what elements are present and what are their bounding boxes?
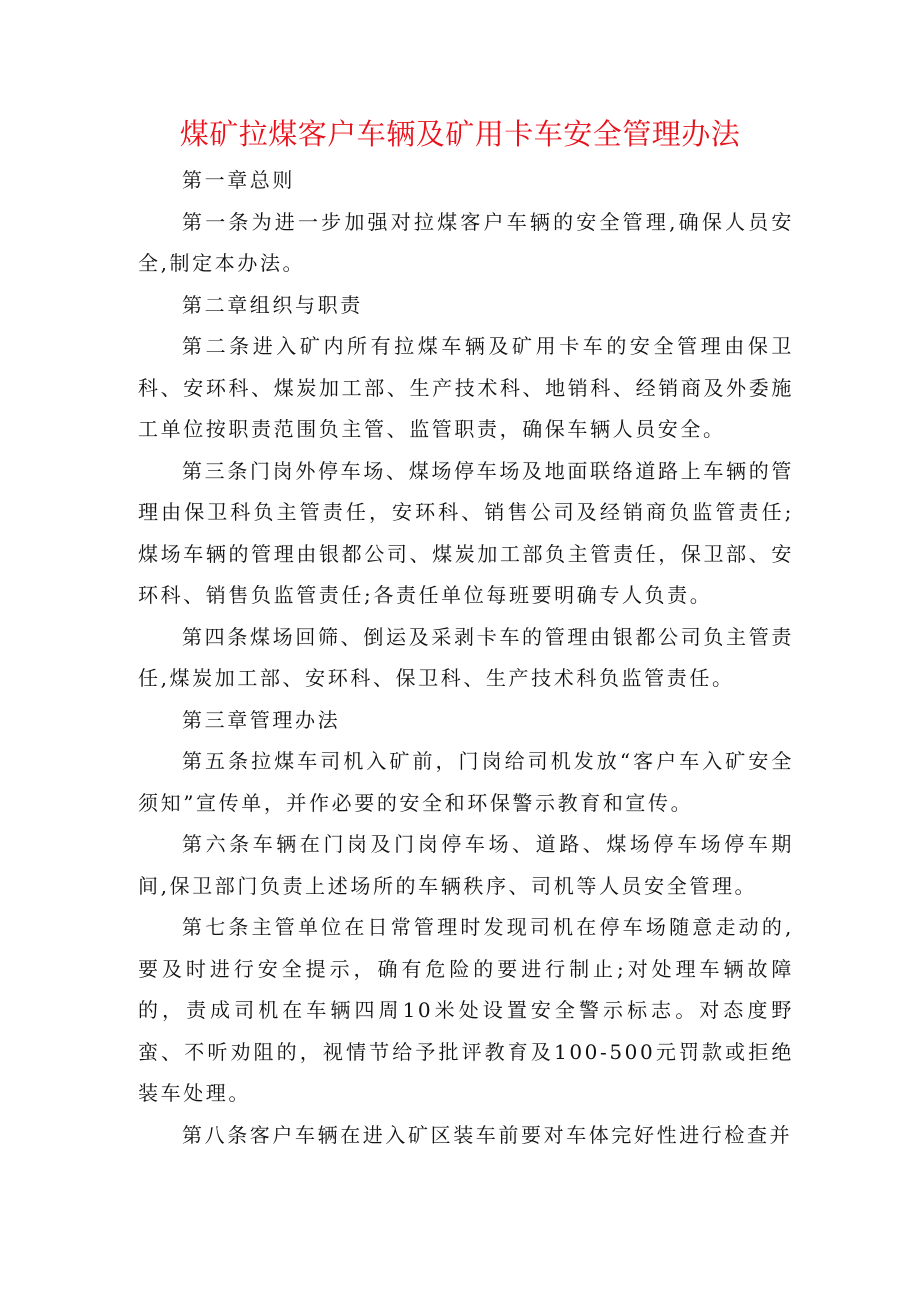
chapter-heading: 第三章管理办法 (182, 707, 341, 732)
document-title: 煤矿拉煤客户车辆及矿用卡车安全管理办法 (179, 117, 741, 151)
article-paragraph: 第一条为进一步加强对拉煤客户车辆的安全管理,确保人员安全,制定本办法。 (138, 209, 794, 275)
article-paragraph: 第八条客户车辆在进入矿区装车前要对车体完好性进行检查并 (182, 1122, 793, 1147)
document-body (138, 160, 794, 1156)
article-paragraph: 第六条车辆在门岗及门岗停车场、道路、煤场停车场停车期间,保卫部门负责上述场所的车辆秩序、司机等人员安全管理。 (138, 832, 794, 898)
chapter-heading: 第一章总则 (182, 168, 295, 192)
article-paragraph: 第七条主管单位在日常管理时发现司机在停车场随意走动的,要及时进行安全提示，确有危险的要进行制止;对处理车辆故障的，责成司机在车辆四周10米处设置安全警示标志。对态度野蛮、不听劝阻的，视情节给予批评教育及100-500元罚款或拒绝装车处理。 (138, 915, 794, 1105)
article-paragraph: 第五条拉煤车司机入矿前，门岗给司机发放“客户车入矿安全须知”宣传单，并作必要的安全和环保警示教育和宣传。 (138, 749, 794, 815)
article-paragraph: 第二条进入矿内所有拉煤车辆及矿用卡车的安全管理由保卫科、安环科、煤炭加工部、生产技术科、地销科、经销商及外委施工单位按职责范围负主管、监管职责，确保车辆人员安全。 (138, 334, 794, 441)
article-paragraph: 第四条煤场回筛、倒运及采剥卡车的管理由银都公司负主管责任,煤炭加工部、安环科、保卫科、生产技术科负监管责任。 (138, 624, 794, 690)
article-paragraph: 第三条门岗外停车场、煤场停车场及地面联络道路上车辆的管理由保卫科负主管责任，安环科、销售公司及经销商负监管责任;煤场车辆的管理由银都公司、煤炭加工部负主管责任，保卫部、安环科、销售负监管责任;各责任单位每班要明确专人负责。 (138, 458, 794, 607)
chapter-heading: 第二章组织与职责 (182, 292, 363, 317)
